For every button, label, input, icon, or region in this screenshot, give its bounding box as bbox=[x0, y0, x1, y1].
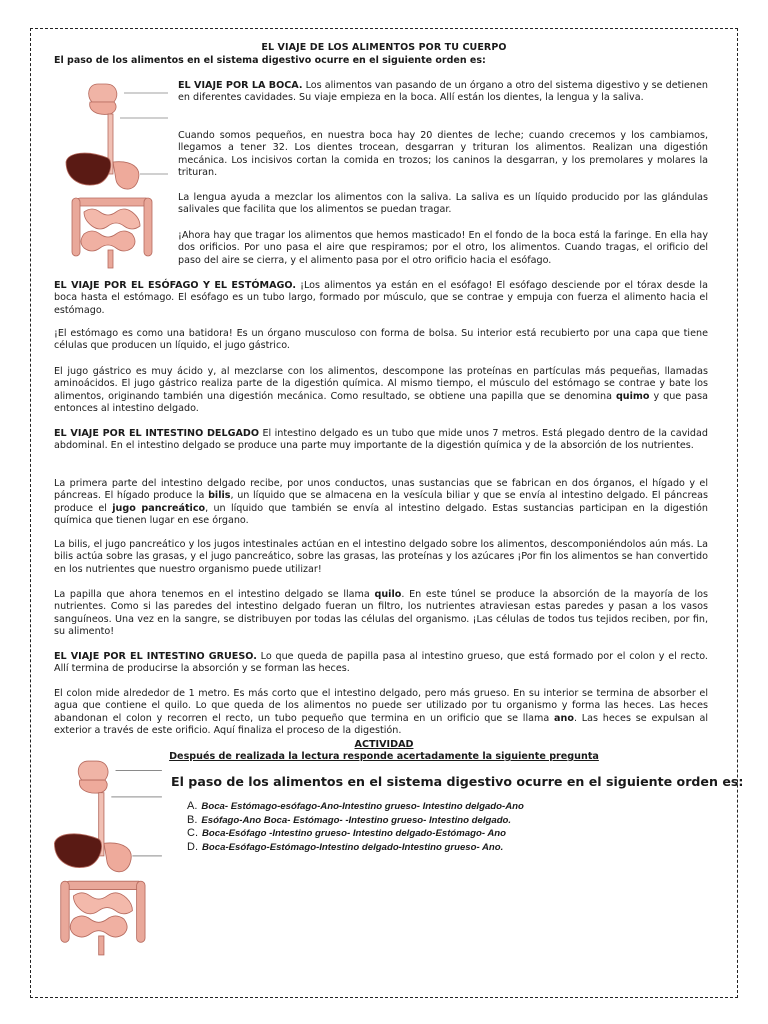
activity-title: ACTIVIDAD bbox=[354, 739, 414, 750]
heading-esophagus: EL VIAJE POR EL ESÓFAGO Y EL ESTÓMAGO. bbox=[54, 280, 296, 291]
paragraph-tongue: La lengua ayuda a mezclar los alimentos con la saliva. La saliva es un líquido producido por las glándulas salivales que facilita que los alimentos se puedan tragar. bbox=[178, 192, 708, 216]
digestive-system-icon bbox=[46, 752, 164, 964]
heading-small-intestine: EL VIAJE POR EL INTESTINO DELGADO bbox=[54, 428, 260, 439]
document-title: EL VIAJE DE LOS ALIMENTOS POR TU CUERPO bbox=[261, 42, 507, 53]
paragraph-chyle: La papilla que ahora tenemos en el intestino delgado se llama quilo. En este túnel se produce la absorción de la mayoría de los nutrientes. Como si las paredes del intestino delgado fueran un filtro, los nutrientes atraviesan estas paredes y pasan a los vasos sanguíneos. Una vez en la sangre, se distribuyen por todas las células del organismo. ¡Las células de todos tus tejidos reciben, por fin, su alimento! bbox=[54, 589, 708, 638]
document-subtitle: El paso de los alimentos en el sistema digestivo ocurre en el siguiente orden es: bbox=[54, 55, 486, 66]
digestive-system-icon bbox=[58, 76, 170, 276]
option-c[interactable]: C. Boca-Esófago -Intestino grueso- Intestino delgado-Estómago- Ano bbox=[187, 827, 506, 840]
paragraph-mouth: EL VIAJE POR LA BOCA. Los alimentos van pasando de un órgano a otro del sistema digestivo y se detienen en diferentes cavidades. Su viaje empieza en la boca. Allí están los dientes, la lengua y la saliva. bbox=[178, 80, 708, 104]
heading-mouth: EL VIAJE POR LA BOCA. bbox=[178, 80, 303, 91]
option-a[interactable]: A. Boca- Estómago-esófago-Ano-Intestino grueso- Intestino delgado-Ano bbox=[187, 800, 524, 812]
option-d[interactable]: D. Boca-Esófago-Estómago-Intestino delgado-Intestino grueso- Ano. bbox=[187, 840, 504, 853]
paragraph-stomach: ¡El estómago es como una batidora! Es un órgano musculoso con forma de bolsa. Su interior está recubierto por una capa que tiene células que producen un líquido, el jugo gástrico. bbox=[54, 328, 708, 352]
paragraph-esophagus: EL VIAJE POR EL ESÓFAGO Y EL ESTÓMAGO. ¡Los alimentos ya están en el esófago! El esófago desciende por el tórax desde la boca hasta el estómago. El esófago es un tubo largo, formado por músculo, que se contrae y empuja con fuerza el alimento hacia el estómago. bbox=[54, 280, 708, 316]
paragraph-swallow: ¡Ahora hay que tragar los alimentos que hemos masticado! En el fondo de la boca está la faringe. En ella hay dos orificios. Por uno pasa el aire que respiramos; por el otro, los alimentos. Cuando tragas, el orificio del paso del aire se cierra, y el alimento pasa por el otro orificio hacia el esófago. bbox=[178, 230, 708, 266]
paragraph-small-intestine: EL VIAJE POR EL INTESTINO DELGADO El intestino delgado es un tubo que mide unos 7 metros. Está plegado dentro de la cavidad abdominal. En el intestino delgado se produce una parte muy importante de la digestión química y de la absorción de los nutrientes. bbox=[54, 428, 708, 452]
paragraph-digestive-juices: La bilis, el jugo pancreático y los jugos intestinales actúan en el intestino delgado sobre los alimentos, descomponiéndolos aún más. La bilis actúa sobre las grasas, y el jugo pancreático, sobre las grasas, las proteínas y los azúcares ¡Por fin los alimentos se han convertido en los nutrientes que nuestro organismo puede utilizar! bbox=[54, 539, 708, 575]
activity-question: El paso de los alimentos en el sistema digestivo ocurre en el siguiente orden es: bbox=[171, 774, 744, 789]
paragraph-gastric-juice: El jugo gástrico es muy ácido y, al mezclarse con los alimentos, descompone las proteínas en partículas más pequeñas, llamadas aminoácidos. El jugo gástrico realiza parte de la digestión química. Al mismo tiempo, el músculo del estómago se contrae y bate los alimentos, originando también una digestión mecánica. Como resultado, se obtiene una papilla que se denomina quimo y que pasa entonces al intestino delgado. bbox=[54, 366, 708, 415]
paragraph-teeth: Cuando somos pequeños, en nuestra boca hay 20 dientes de leche; cuando crecemos y los cambiamos, llegamos a tener 32. Los dientes trocean, desgarran y trituran los alimentos. Realizan una digestión mecánica. Los incisivos cortan la comida en trozos; los caninos la desgarran, y los premolares y molares la trituran. bbox=[178, 130, 708, 179]
paragraph-large-intestine: EL VIAJE POR EL INTESTINO GRUESO. Lo que queda de papilla pasa al intestino grueso, que está formado por el colon y el recto. Allí termina de producirse la absorción y se forman las heces. bbox=[54, 651, 708, 675]
paragraph-colon: El colon mide alrededor de 1 metro. Es más corto que el intestino delgado, pero más grueso. En su interior se termina de absorber el agua que contiene el quilo. Lo que queda de los alimentos no puede ser utilizado por tu organismo y forma las heces. Las heces abandonan el colon y recorren el recto, un tubo pequeño que termina en un orificio que se llama ano. Las heces se expulsan al exterior a través de este orificio. Aquí finaliza el proceso de la digestión. bbox=[54, 688, 708, 737]
activity-instruction: Después de realizada la lectura responde acertadamente la siguiente pregunta bbox=[169, 751, 599, 762]
heading-large-intestine: EL VIAJE POR EL INTESTINO GRUESO. bbox=[54, 651, 257, 662]
option-b[interactable]: B. Esófago-Ano Boca- Estómago- -Intestino grueso- Intestino delgado. bbox=[187, 813, 512, 826]
answer-options bbox=[187, 800, 524, 854]
paragraph-liver-pancreas: La primera parte del intestino delgado recibe, por unos conductos, unas sustancias que se fabrican en dos órganos, el hígado y el páncreas. El hígado produce la bilis, un líquido que se almacena en la vesícula biliar y que se envía al intestino delgado. El páncreas produce el jugo pancreático, un líquido que también se envía al intestino delgado. Estas sustancias participan en la digestión química que tienen lugar en ese órgano. bbox=[54, 478, 708, 527]
